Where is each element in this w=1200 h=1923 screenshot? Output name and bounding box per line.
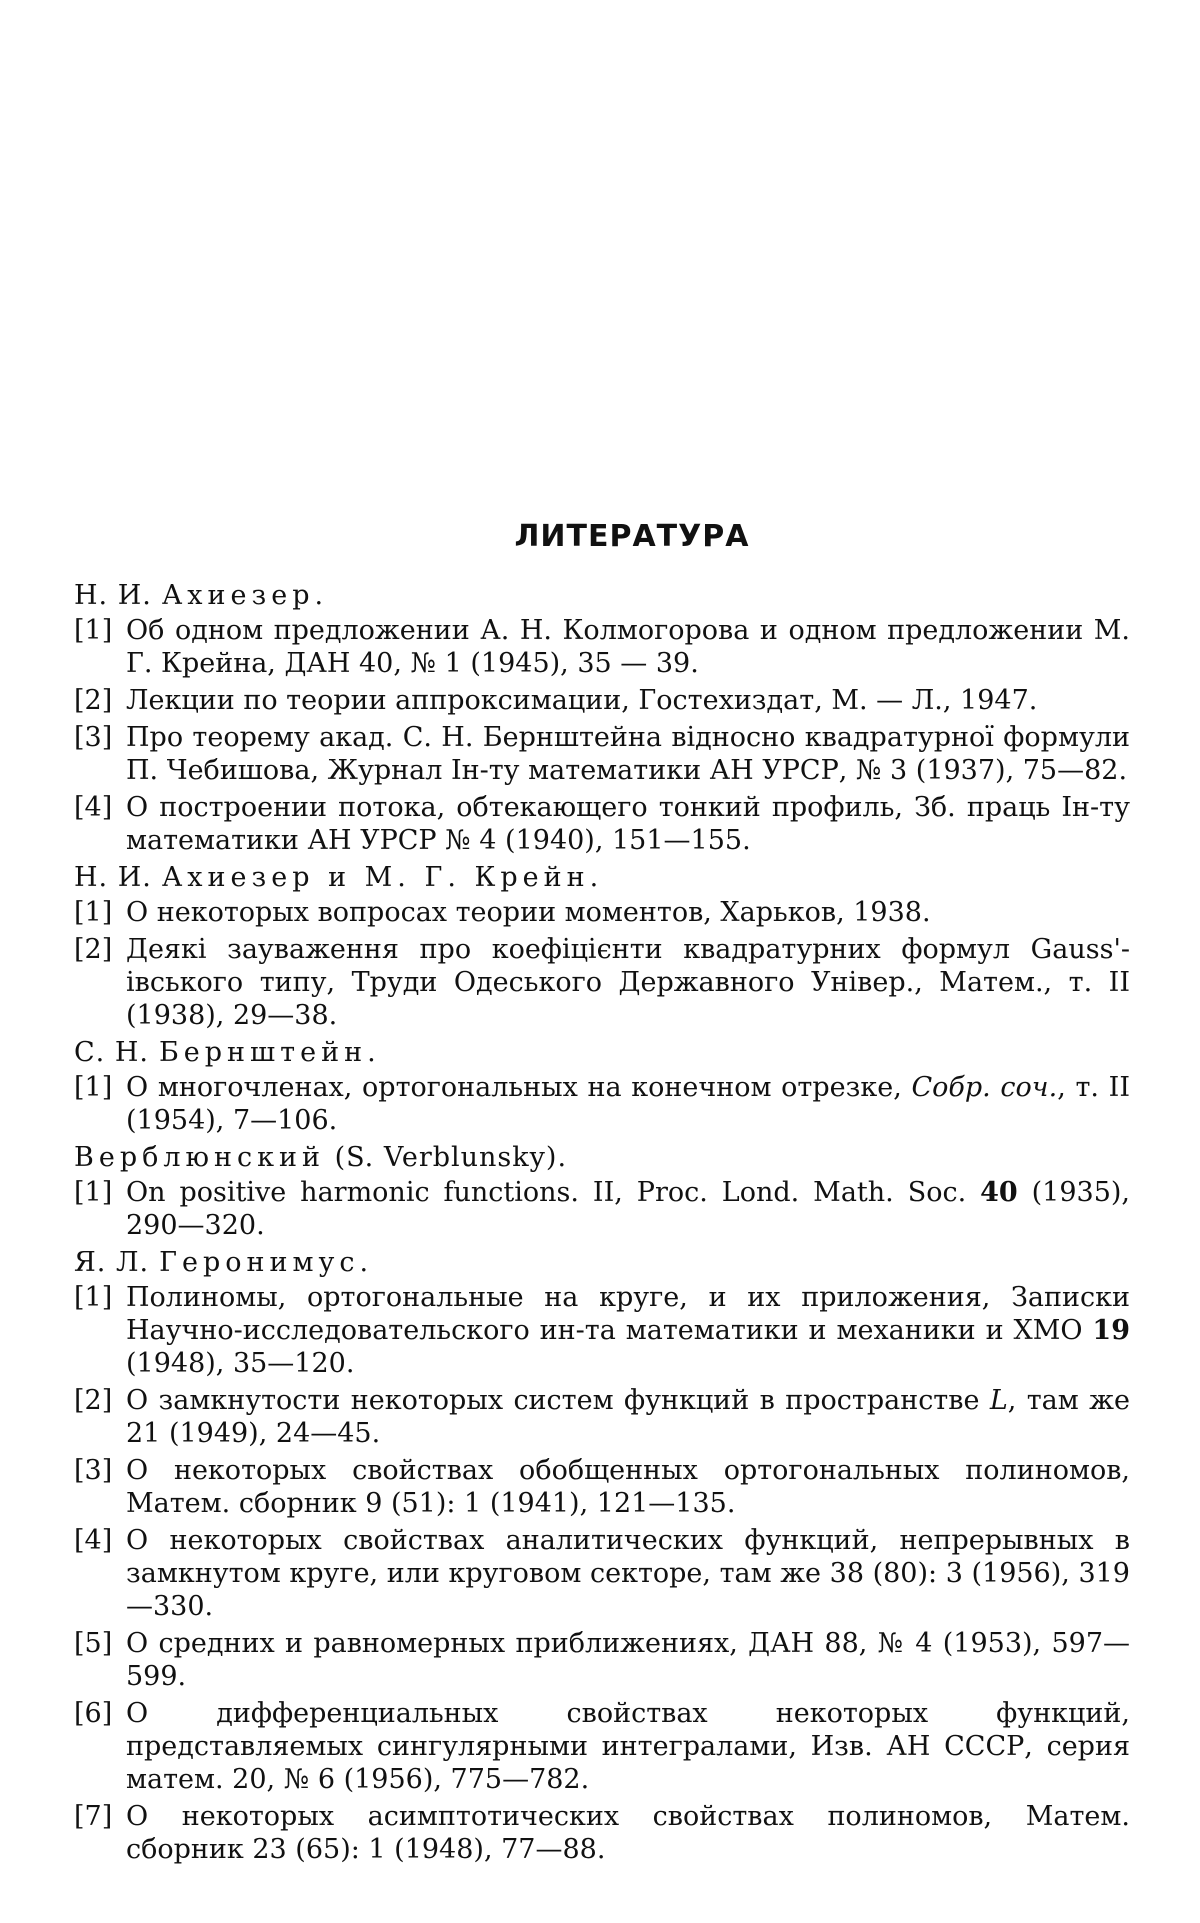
- author-tail: .: [359, 1247, 370, 1278]
- author-heading: [74, 1036, 1130, 1069]
- reference-entry: [74, 791, 1130, 857]
- reference-text: Лекции по теории аппроксимации, Гостехиздат, М. — Л., 1947.: [126, 685, 1038, 716]
- reference-number: [4]: [74, 1525, 113, 1556]
- reference-entry: [74, 1384, 1130, 1450]
- author-name: Бернштейн: [158, 1037, 368, 1068]
- reference-number: [4]: [74, 792, 113, 823]
- reference-text: О некоторых вопросах теории моментов, Харьков, 1938.: [126, 897, 931, 928]
- author-name: Геронимус: [159, 1247, 360, 1278]
- reference-text-part: Полиномы, ортогональные на круге, и их приложения, Записки Научно-исследовательского ин-та математики и механики и ХМО: [126, 1282, 1130, 1346]
- page-title: ЛИТЕРАТУРА: [514, 519, 750, 554]
- author-heading: [74, 1141, 1130, 1174]
- reference-text-italic: L: [989, 1385, 1008, 1416]
- reference-number: [1]: [74, 615, 113, 646]
- reference-entry: [74, 1281, 1130, 1380]
- reference-entry: [74, 1697, 1130, 1796]
- reference-text-part: (1948), 35—120.: [126, 1348, 355, 1379]
- reference-number: [1]: [74, 1072, 113, 1103]
- reference-text: О средних и равномерных приближениях, ДАН 88, № 4 (1953), 597—599.: [126, 1628, 1130, 1692]
- reference-text: [126, 1384, 1130, 1450]
- reference-entry: [74, 684, 1130, 717]
- author-tail: .: [314, 580, 325, 611]
- reference-entry: [74, 1524, 1130, 1623]
- author-tail: (S. Verblunsky).: [325, 1142, 568, 1173]
- reference-text-part: , там же 21 (1949), 24—45.: [126, 1385, 1130, 1449]
- author-initials: Н. И.: [74, 580, 152, 611]
- reference-number: [2]: [74, 934, 113, 965]
- author-name: Ахиезер и М. Г. Крейн: [161, 862, 590, 893]
- reference-text-part: (1935), 290—320.: [126, 1177, 1131, 1241]
- reference-text: О построении потока, обтекающего тонкий профиль, Зб. праць Ін-ту математики АН УРСР № 4 (1940), 151—155.: [126, 792, 1130, 856]
- reference-text: [126, 1176, 1130, 1242]
- reference-number: [7]: [74, 1801, 113, 1832]
- reference-text-part: О замкнутости некоторых систем функций в пространстве: [126, 1385, 990, 1416]
- reference-text-part: , т. II (1954), 7—106.: [126, 1072, 1130, 1136]
- reference-number: [3]: [74, 722, 113, 753]
- reference-entry: [74, 1627, 1130, 1693]
- bibliography: [74, 520, 1130, 1870]
- reference-number: [1]: [74, 1282, 113, 1313]
- reference-text-bold: 40: [980, 1177, 1018, 1208]
- reference-text-bold: 19: [1092, 1315, 1130, 1346]
- author-initials: Н. И.: [74, 862, 152, 893]
- author-initials: Я. Л.: [74, 1247, 150, 1278]
- reference-entry: [74, 1800, 1130, 1866]
- reference-entry: [74, 933, 1130, 1032]
- reference-number: [2]: [74, 1385, 113, 1416]
- author-name: Верблюнский: [74, 1142, 326, 1173]
- author-heading: [74, 579, 1130, 612]
- reference-text: О некоторых свойствах обобщенных ортогональных полиномов, Матем. сборник 9 (51): 1 (1941), 121—135.: [126, 1455, 1130, 1519]
- reference-entry: [74, 1454, 1130, 1520]
- author-heading: [74, 861, 1130, 894]
- reference-number: [1]: [74, 1177, 113, 1208]
- reference-text: О некоторых свойствах аналитических функций, непрерывных в замкнутом круге, или круговом секторе, там же 38 (80): 3 (1956), 319—330.: [126, 1525, 1130, 1622]
- author-initials: С. Н.: [74, 1037, 149, 1068]
- reference-entry: [74, 721, 1130, 787]
- reference-text: Про теорему акад. С. Н. Бернштейна відносно квадратурної формули П. Чебишова, Журнал Ін-ту математики АН УРСР, № 3 (1937), 75—82.: [126, 722, 1130, 786]
- reference-text: [126, 1281, 1130, 1380]
- author-tail: .: [589, 862, 600, 893]
- reference-entry: [74, 614, 1130, 680]
- reference-entry: [74, 896, 1130, 929]
- author-heading: [74, 1246, 1130, 1279]
- reference-text: О дифференциальных свойствах некоторых функций, представляемых сингулярными интегралами, Изв. АН СССР, серия матем. 20, № 6 (1956), 775—782.: [126, 1698, 1130, 1795]
- reference-number: [5]: [74, 1628, 113, 1659]
- reference-text-part: On positive harmonic functions. II, Proc. Lond. Math. Soc.: [126, 1177, 981, 1208]
- reference-number: [6]: [74, 1698, 113, 1729]
- reference-text: Деякі зауваження про коефіцієнти квадратурних формул Gauss'-івського типу, Труди Одеського Державного Універ., Матем., т. II (1938), 29—38.: [126, 934, 1130, 1031]
- reference-text: О некоторых асимптотических свойствах полиномов, Матем. сборник 23 (65): 1 (1948), 77—88.: [126, 1801, 1130, 1865]
- author-tail: .: [367, 1037, 377, 1068]
- reference-number: [3]: [74, 1455, 113, 1486]
- reference-text-part: О многочленах, ортогональных на конечном отрезке,: [126, 1072, 912, 1103]
- author-name: Ахиезер: [161, 580, 315, 611]
- reference-number: [1]: [74, 897, 113, 928]
- reference-entry: [74, 1071, 1130, 1137]
- reference-text: Об одном предложении А. Н. Колмогорова и одном предложении М. Г. Крейна, ДАН 40, № 1 (1945), 35 — 39.: [126, 615, 1130, 679]
- reference-number: [2]: [74, 685, 113, 716]
- reference-entry: [74, 1176, 1130, 1242]
- reference-text: [126, 1071, 1130, 1137]
- reference-text-italic: Собр. соч.: [911, 1072, 1058, 1103]
